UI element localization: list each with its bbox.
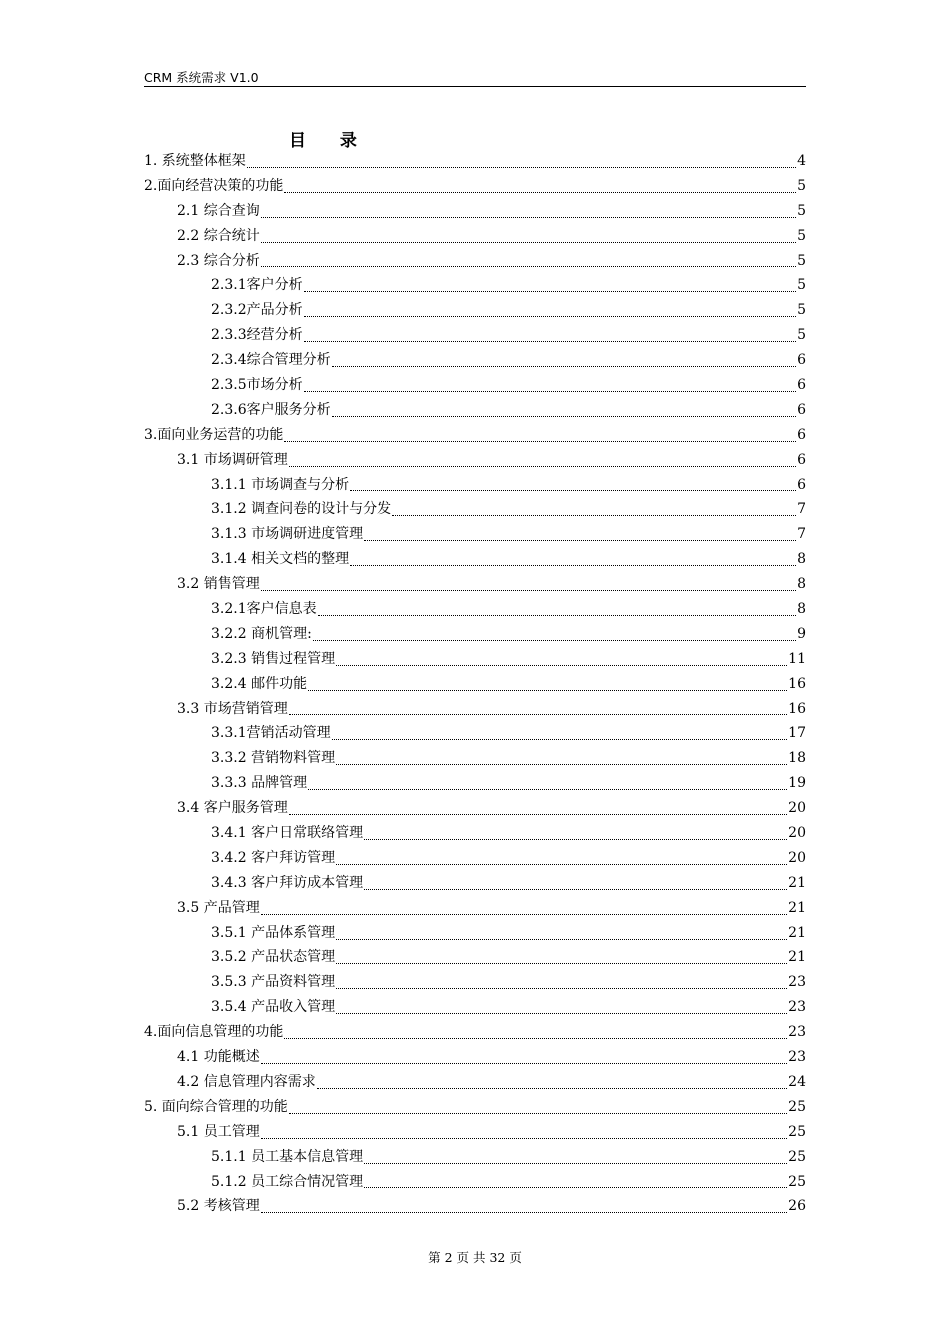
toc-entry-page: 20 [788,800,806,817]
toc-leader-dots [350,488,796,491]
toc-entry-label[interactable]: 3.2.1客户信息表 [211,601,317,618]
toc-leader-dots [304,389,796,392]
document-header: CRM 系统需求 V1.0 [144,70,259,85]
toc-leader-dots [364,887,787,890]
toc-entry-label[interactable]: 3.5 产品管理 [177,899,260,916]
toc-entry-page: 11 [788,650,806,667]
toc-entry-page: 9 [797,625,806,642]
toc-entry[interactable] [144,473,806,498]
toc-entry[interactable] [144,373,806,398]
toc-entry-label[interactable]: 2.3.6客户服务分析 [211,401,331,418]
toc-leader-dots [289,812,787,815]
toc-entry[interactable] [144,921,806,946]
toc-leader-dots [364,837,787,840]
toc-entry-page: 7 [797,501,806,518]
toc-entry-page: 5 [797,177,806,194]
toc-entry-label[interactable]: 3.3.2 营销物料管理 [211,750,336,767]
toc-title: 目 录 [289,131,371,151]
toc-entry-page: 21 [788,874,806,891]
toc-leader-dots [289,712,787,715]
toc-entry[interactable] [144,323,806,348]
toc-entry[interactable] [144,398,806,423]
toc-entry-label[interactable]: 2.3.3经营分析 [211,327,303,344]
toc-entry[interactable] [144,199,806,224]
toc-entry-page: 21 [788,924,806,941]
toc-entry-page: 25 [788,1173,806,1190]
toc-entry[interactable] [144,1070,806,1095]
toc-entry[interactable] [144,348,806,373]
toc-entry-label[interactable]: 3.5.2 产品状态管理 [211,949,336,966]
toc-entry[interactable] [144,597,806,622]
toc-leader-dots [317,1086,787,1089]
toc-leader-dots [261,588,796,591]
toc-entry-page: 5 [797,252,806,269]
toc-entry-page: 23 [788,974,806,991]
toc-entry-label[interactable]: 2.2 综合统计 [177,227,260,244]
toc-entry-page: 21 [788,899,806,916]
toc-entry[interactable] [144,149,806,174]
toc-entry-page: 20 [788,849,806,866]
toc-entry[interactable] [144,697,806,722]
toc-leader-dots [289,464,796,467]
toc-leader-dots [364,538,796,541]
toc-entry[interactable] [144,721,806,746]
toc-entry-label[interactable]: 2.3 综合分析 [177,252,260,269]
toc-entry[interactable] [144,423,806,448]
toc-leader-dots [261,240,796,243]
toc-entry-label[interactable]: 5.1.2 员工综合情况管理 [211,1173,364,1190]
toc-entry-page: 5 [797,227,806,244]
toc-leader-dots [336,663,787,666]
toc-entry[interactable] [144,746,806,771]
toc-entry-label[interactable]: 3.1.3 市场调研进度管理 [211,526,364,543]
toc-entry-page: 8 [797,551,806,568]
toc-entry[interactable] [144,1120,806,1145]
toc-entry-page: 6 [797,426,806,443]
toc-entry-label[interactable]: 3.5.4 产品收入管理 [211,999,336,1016]
header-rule [144,86,806,87]
toc-leader-dots [350,563,796,566]
toc-leader-dots [318,613,796,616]
toc-entry[interactable] [144,622,806,647]
toc-entry-label[interactable]: 3.3 市场营销管理 [177,700,288,717]
toc-leader-dots [332,737,788,740]
toc-entry-page: 20 [788,825,806,842]
toc-leader-dots [261,1136,787,1139]
toc-entry-page: 16 [788,700,806,717]
toc-entry-label[interactable]: 3.1.2 调查问卷的设计与分发 [211,501,392,518]
toc-leader-dots [261,912,787,915]
toc-entry-page: 23 [788,999,806,1016]
toc-entry[interactable] [144,1170,806,1195]
toc-leader-dots [308,787,787,790]
toc-entry[interactable] [144,497,806,522]
toc-leader-dots [261,1061,787,1064]
toc-leader-dots [289,1111,787,1114]
toc-entry[interactable] [144,821,806,846]
toc-entry[interactable] [144,846,806,871]
toc-entry[interactable] [144,273,806,298]
toc-entry-page: 6 [797,451,806,468]
toc-entry-label[interactable]: 3.2 销售管理 [177,576,260,593]
toc-entry-label[interactable]: 1. 系统整体框架 [144,152,246,169]
toc-entry[interactable] [144,547,806,572]
toc-entry-label[interactable]: 2.3.1客户分析 [211,277,303,294]
toc-entry[interactable] [144,249,806,274]
toc-entry[interactable] [144,995,806,1020]
toc-leader-dots [284,190,796,193]
toc-entry-page: 25 [788,1148,806,1165]
toc-entry-label[interactable]: 5.2 考核管理 [177,1198,260,1215]
toc-entry-label[interactable]: 5.1.1 员工基本信息管理 [211,1148,364,1165]
toc-entry-label[interactable]: 3.4.2 客户拜访管理 [211,849,336,866]
page-footer: 第 2 页 共 32 页 [428,1250,522,1265]
toc-entry-page: 7 [797,526,806,543]
toc-leader-dots [336,961,787,964]
toc-entry-label[interactable]: 5. 面向综合管理的功能 [144,1098,288,1115]
toc-leader-dots [284,439,796,442]
toc-entry-label[interactable]: 3.面向业务运营的功能 [144,426,284,443]
toc-leader-dots [304,314,796,317]
toc-entry[interactable] [144,796,806,821]
toc-entry-label[interactable]: 3.1 市场调研管理 [177,451,288,468]
toc-entry[interactable] [144,522,806,547]
toc-entry[interactable] [144,1045,806,1070]
toc-entry-label[interactable]: 5.1 员工管理 [177,1123,260,1140]
toc-entry-label[interactable]: 3.4.1 客户日常联络管理 [211,825,364,842]
toc-entry-page: 5 [797,277,806,294]
toc-leader-dots [336,862,787,865]
toc-entry[interactable] [144,1020,806,1045]
toc-leader-dots [261,1210,787,1213]
toc-entry-label[interactable]: 3.5.1 产品体系管理 [211,924,336,941]
toc-entry-page: 24 [788,1073,806,1090]
toc-entry-page: 5 [797,202,806,219]
toc-entry[interactable] [144,1194,806,1219]
toc-leader-dots [336,1011,787,1014]
toc-entry-page: 23 [788,1024,806,1041]
toc-entry-label[interactable]: 3.5.3 产品资料管理 [211,974,336,991]
toc-entry-label[interactable]: 2.3.5市场分析 [211,377,303,393]
toc-leader-dots [364,1185,787,1188]
toc-entry[interactable] [144,771,806,796]
toc-leader-dots [336,986,787,989]
toc-leader-dots [284,1036,787,1039]
toc-entry-label[interactable]: 3.4 客户服务管理 [177,800,288,817]
toc-entry-label[interactable]: 2.1 综合查询 [177,202,260,219]
toc-leader-dots [261,264,796,267]
toc-entry-page: 21 [788,949,806,966]
toc-entry[interactable] [144,572,806,597]
toc-entry[interactable] [144,1095,806,1120]
toc-entry-page: 25 [788,1098,806,1115]
toc-entry[interactable] [144,224,806,249]
toc-entry-label[interactable]: 3.1.1 市场调查与分析 [211,476,350,493]
toc-entry[interactable] [144,672,806,697]
toc-entry-page: 8 [797,576,806,593]
toc-entry-label[interactable]: 3.1.4 相关文档的整理 [211,551,350,568]
toc-entry[interactable] [144,970,806,995]
toc-entry-label[interactable]: 2.3.4综合管理分析 [211,352,331,369]
toc-leader-dots [392,513,796,516]
toc-entry-page: 6 [797,476,806,493]
toc-entry-page: 6 [797,401,806,418]
toc-entry-label[interactable]: 2.3.2产品分析 [211,302,303,319]
toc-entry-label[interactable]: 4.1 功能概述 [177,1049,260,1066]
toc-entry-page: 6 [797,377,806,393]
toc-entry-page: 25 [788,1123,806,1140]
toc-entry[interactable] [144,896,806,921]
toc-leader-dots [304,339,796,342]
toc-entry[interactable] [144,1145,806,1170]
toc-leader-dots [364,1161,787,1164]
toc-entry[interactable] [144,298,806,323]
toc-entry-page: 6 [797,352,806,369]
toc-entry-label[interactable]: 3.2.2 商机管理: [211,625,312,642]
toc-leader-dots [332,364,796,367]
toc-leader-dots [336,937,787,940]
toc-entry-label[interactable]: 3.4.3 客户拜访成本管理 [211,874,364,891]
toc-entry-page: 23 [788,1049,806,1066]
toc-leader-dots [313,638,796,641]
toc-entry[interactable] [144,647,806,672]
toc-entry-label[interactable]: 4.面向信息管理的功能 [144,1024,284,1041]
toc-leader-dots [304,289,796,292]
toc-leader-dots [336,762,787,765]
toc-entry-page: 8 [797,601,806,618]
toc-entry-page: 19 [788,775,806,792]
toc-entry-label[interactable]: 4.2 信息管理内容需求 [177,1073,316,1090]
toc-entry-page: 5 [797,302,806,319]
toc-entry[interactable] [144,174,806,199]
toc-leader-dots [247,165,796,168]
toc-entry[interactable] [144,448,806,473]
toc-leader-dots [308,688,787,691]
toc-leader-dots [261,215,796,218]
toc-leader-dots [332,414,796,417]
toc-entry-label[interactable]: 3.3.3 品牌管理 [211,775,308,792]
toc-entry-label[interactable]: 2.面向经营决策的功能 [144,177,284,194]
toc-entry-page: 5 [797,327,806,344]
toc-entry-page: 16 [788,675,806,692]
toc-entry[interactable] [144,946,806,971]
toc-entry-label[interactable]: 3.2.4 邮件功能 [211,675,308,692]
toc-entry[interactable] [144,871,806,896]
toc-entry-page: 18 [788,750,806,767]
toc-entry-page: 17 [788,725,806,742]
toc-entry-label[interactable]: 3.3.1营销活动管理 [211,725,331,742]
toc-entry-page: 26 [788,1198,806,1215]
toc-entry-page: 4 [797,152,806,169]
table-of-contents [144,149,806,1219]
toc-entry-label[interactable]: 3.2.3 销售过程管理 [211,650,336,667]
